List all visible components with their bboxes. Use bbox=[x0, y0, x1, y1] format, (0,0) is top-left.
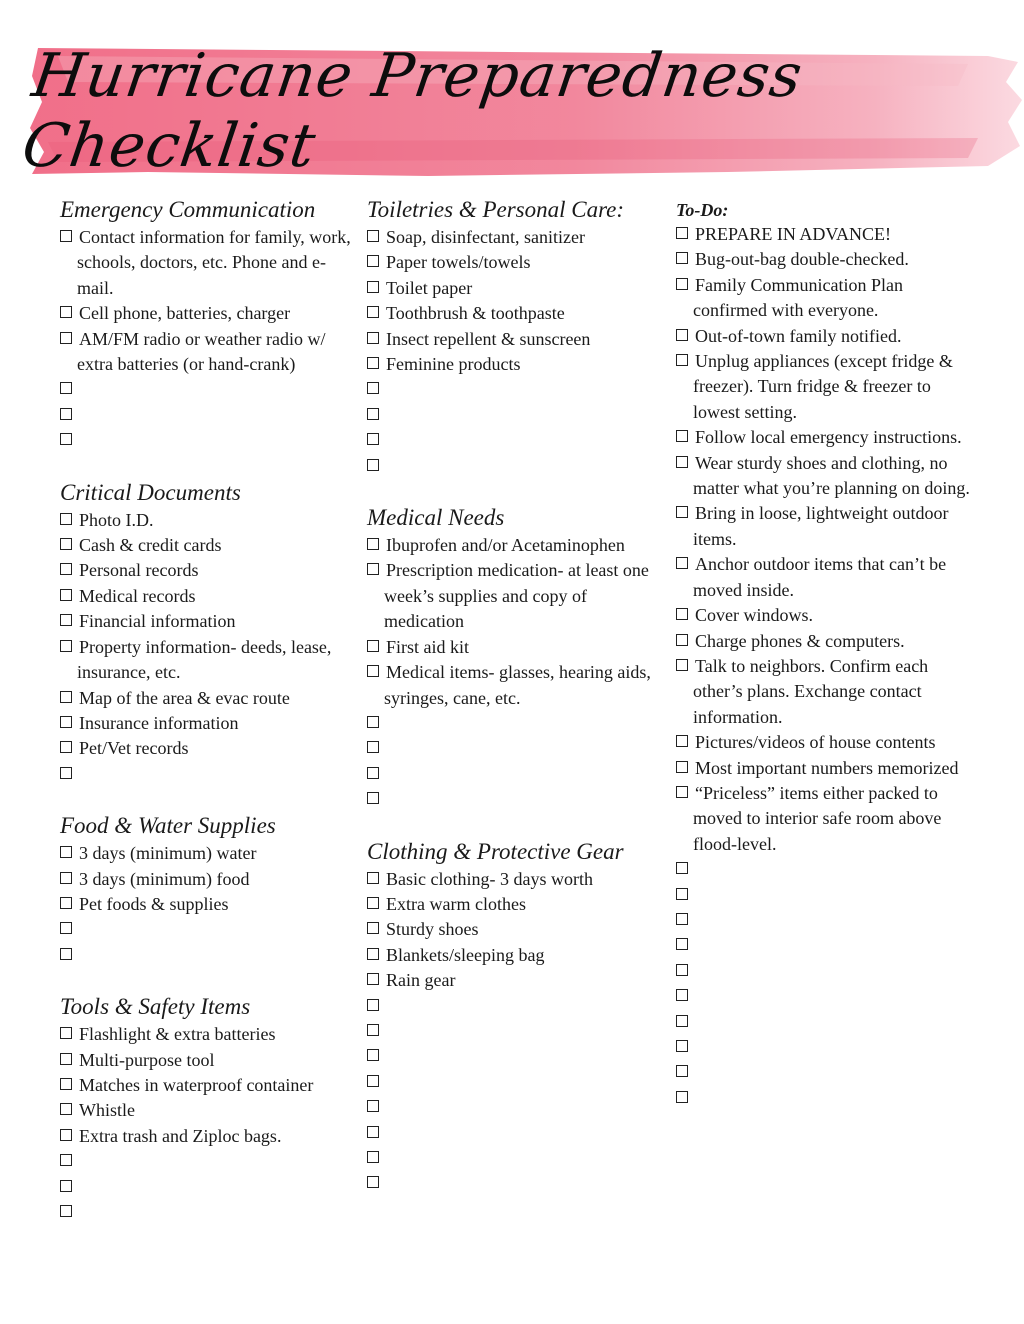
checkbox-icon[interactable] bbox=[676, 1015, 688, 1027]
checklist-item[interactable]: Wear sturdy shoes and clothing, no matter what you’re planning on doing. bbox=[676, 451, 976, 502]
column-1 bbox=[60, 196, 360, 1225]
checkbox-icon[interactable] bbox=[367, 716, 379, 728]
checklist-item[interactable] bbox=[60, 1200, 360, 1225]
checkbox-icon[interactable] bbox=[60, 408, 72, 420]
checkbox-icon[interactable] bbox=[367, 1024, 379, 1036]
checkbox-icon[interactable] bbox=[367, 1075, 379, 1087]
checkbox-icon[interactable] bbox=[367, 767, 379, 779]
checklist-item[interactable]: Multi-purpose tool bbox=[60, 1048, 360, 1073]
checklist-item[interactable] bbox=[676, 984, 976, 1009]
checklist-item[interactable]: Cover windows. bbox=[676, 603, 976, 628]
checkbox-icon[interactable] bbox=[367, 563, 379, 575]
checklist-item[interactable]: Cell phone, batteries, charger bbox=[60, 301, 360, 326]
checkbox-icon[interactable] bbox=[60, 1129, 72, 1141]
checklist-item[interactable]: Map of the area & evac route bbox=[60, 686, 360, 711]
checkbox-icon[interactable] bbox=[60, 589, 72, 601]
checklist-item[interactable]: AM/FM radio or weather radio w/ extra batteries (or hand-crank) bbox=[60, 327, 360, 378]
checklist-item[interactable]: Soap, disinfectant, sanitizer bbox=[367, 225, 667, 250]
checklist-item[interactable]: Extra warm clothes bbox=[367, 892, 667, 917]
checkbox-icon[interactable] bbox=[367, 382, 379, 394]
checklist-item[interactable] bbox=[60, 1149, 360, 1174]
checkbox-icon[interactable] bbox=[60, 767, 72, 779]
checklist-item[interactable]: Blankets/sleeping bag bbox=[367, 943, 667, 968]
section-title: Emergency Communication bbox=[60, 197, 316, 222]
checkbox-icon[interactable] bbox=[676, 506, 688, 518]
checkbox-icon[interactable] bbox=[367, 792, 379, 804]
checkbox-icon[interactable] bbox=[367, 922, 379, 934]
checkbox-icon[interactable] bbox=[676, 608, 688, 620]
checklist-item[interactable] bbox=[676, 857, 976, 882]
section-emergency-communication bbox=[60, 196, 360, 454]
checklist-item[interactable] bbox=[367, 377, 667, 402]
checklist-item[interactable] bbox=[367, 994, 667, 1019]
checklist-item[interactable]: Out-of-town family notified. bbox=[676, 324, 976, 349]
checkbox-icon[interactable] bbox=[367, 741, 379, 753]
checklist-item[interactable]: Photo I.D. bbox=[60, 508, 360, 533]
checkbox-icon[interactable] bbox=[367, 332, 379, 344]
checkbox-icon[interactable] bbox=[676, 252, 688, 264]
checkbox-icon[interactable] bbox=[676, 659, 688, 671]
checkbox-icon[interactable] bbox=[367, 665, 379, 677]
checklist-item[interactable]: Flashlight & extra batteries bbox=[60, 1022, 360, 1047]
checklist-item[interactable] bbox=[676, 1086, 976, 1111]
checkbox-icon[interactable] bbox=[676, 1091, 688, 1103]
checkbox-icon[interactable] bbox=[676, 1040, 688, 1052]
checklist-item[interactable]: Whistle bbox=[60, 1098, 360, 1123]
checklist-item[interactable] bbox=[367, 1019, 667, 1044]
checklist-item[interactable]: Personal records bbox=[60, 558, 360, 583]
checkbox-icon[interactable] bbox=[676, 557, 688, 569]
section-critical-documents bbox=[60, 479, 360, 787]
checklist-item[interactable] bbox=[367, 787, 667, 812]
spacer bbox=[367, 813, 667, 838]
checklist-item[interactable]: Talk to neighbors. Confirm each other’s plans. Exchange contact information. bbox=[676, 654, 976, 730]
checkbox-icon[interactable] bbox=[60, 922, 72, 934]
section-title: Food & Water Supplies bbox=[60, 813, 276, 839]
checklist-item[interactable]: Toothbrush & toothpaste bbox=[367, 301, 667, 326]
checkbox-icon[interactable] bbox=[367, 408, 379, 420]
checkbox-icon[interactable] bbox=[60, 1180, 72, 1192]
checkbox-icon[interactable] bbox=[60, 1027, 72, 1039]
checkbox-icon[interactable] bbox=[60, 846, 72, 858]
checklist-item[interactable] bbox=[367, 736, 667, 761]
checkbox-icon[interactable] bbox=[367, 1100, 379, 1112]
checklist-item[interactable] bbox=[367, 1121, 667, 1146]
checkbox-icon[interactable] bbox=[60, 433, 72, 445]
checkbox-icon[interactable] bbox=[367, 538, 379, 550]
checklist-item[interactable]: Pet/Vet records bbox=[60, 736, 360, 761]
section-title: To-Do: bbox=[676, 200, 729, 220]
section-food-water-supplies bbox=[60, 812, 360, 968]
checkbox-icon[interactable] bbox=[367, 433, 379, 445]
checkbox-icon[interactable] bbox=[676, 735, 688, 747]
checklist-item[interactable]: Bug-out-bag double-checked. bbox=[676, 247, 976, 272]
checklist-item[interactable]: Paper towels/towels bbox=[367, 250, 667, 275]
checkbox-icon[interactable] bbox=[60, 640, 72, 652]
checklist-item[interactable] bbox=[676, 908, 976, 933]
checklist-item[interactable] bbox=[60, 1175, 360, 1200]
checkbox-icon[interactable] bbox=[60, 332, 72, 344]
checkbox-icon[interactable] bbox=[60, 741, 72, 753]
checklist-item[interactable]: Prescription medication- at least one week’s supplies and copy of medication bbox=[367, 558, 667, 634]
checkbox-icon[interactable] bbox=[676, 1065, 688, 1077]
checklist-item[interactable] bbox=[60, 377, 360, 402]
page-title: Hurricane Preparedness Checklist bbox=[18, 41, 808, 181]
checklist-item[interactable] bbox=[60, 428, 360, 453]
checkbox-icon[interactable] bbox=[367, 872, 379, 884]
checklist-item[interactable]: Medical records bbox=[60, 584, 360, 609]
checkbox-icon[interactable] bbox=[367, 230, 379, 242]
checklist-item[interactable]: Family Communication Plan confirmed with everyone. bbox=[676, 273, 976, 324]
checklist-item[interactable] bbox=[676, 959, 976, 984]
checkbox-icon[interactable] bbox=[60, 614, 72, 626]
section-title: Medical Needs bbox=[367, 505, 505, 531]
checkbox-icon[interactable] bbox=[367, 1151, 379, 1163]
checkbox-icon[interactable] bbox=[367, 1049, 379, 1061]
checkbox-icon[interactable] bbox=[367, 357, 379, 369]
checklist-item[interactable] bbox=[676, 1060, 976, 1085]
checkbox-icon[interactable] bbox=[676, 964, 688, 976]
checklist-item[interactable]: Feminine products bbox=[367, 352, 667, 377]
spacer bbox=[367, 479, 667, 504]
checkbox-icon[interactable] bbox=[367, 897, 379, 909]
column-2 bbox=[367, 196, 667, 1197]
checklist-item[interactable] bbox=[367, 711, 667, 736]
checkbox-icon[interactable] bbox=[367, 973, 379, 985]
checklist-item[interactable]: Charge phones & computers. bbox=[676, 629, 976, 654]
section-title: Critical Documents bbox=[60, 479, 241, 505]
checklist-item[interactable]: Ibuprofen and/or Acetaminophen bbox=[367, 533, 667, 558]
section-title: Clothing & Protective Gear bbox=[367, 838, 624, 864]
section-to-do bbox=[676, 196, 976, 1111]
checklist-item[interactable]: First aid kit bbox=[367, 635, 667, 660]
checkbox-icon[interactable] bbox=[367, 948, 379, 960]
checkbox-icon[interactable] bbox=[367, 999, 379, 1011]
checkbox-icon[interactable] bbox=[676, 354, 688, 366]
checklist-item[interactable]: Unplug appliances (except fridge & freezer). Turn fridge & freezer to lowest setting. bbox=[676, 349, 976, 425]
checkbox-icon[interactable] bbox=[60, 1205, 72, 1217]
checkbox-icon[interactable] bbox=[676, 278, 688, 290]
checkbox-icon[interactable] bbox=[367, 281, 379, 293]
checklist-item[interactable]: Anchor outdoor items that can’t be moved inside. bbox=[676, 552, 976, 603]
checkbox-icon[interactable] bbox=[60, 382, 72, 394]
checkbox-icon[interactable] bbox=[367, 306, 379, 318]
title-banner bbox=[18, 41, 1024, 181]
checklist-item[interactable] bbox=[676, 1010, 976, 1035]
section-title: Toiletries & Personal Care: bbox=[367, 197, 625, 222]
checkbox-icon[interactable] bbox=[676, 786, 688, 798]
checklist-item[interactable] bbox=[60, 917, 360, 942]
checkbox-icon[interactable] bbox=[60, 691, 72, 703]
checkbox-icon[interactable] bbox=[676, 634, 688, 646]
checkbox-icon[interactable] bbox=[60, 1053, 72, 1065]
checklist-item[interactable] bbox=[367, 1171, 667, 1196]
checklist-item[interactable] bbox=[367, 762, 667, 787]
section-medical-needs bbox=[367, 504, 667, 812]
checklist-item[interactable] bbox=[60, 943, 360, 968]
checklist-item[interactable] bbox=[676, 933, 976, 958]
checkbox-icon[interactable] bbox=[367, 640, 379, 652]
checklist-item[interactable]: Pet foods & supplies bbox=[60, 892, 360, 917]
checklist-item[interactable] bbox=[367, 1146, 667, 1171]
checklist-item[interactable]: Cash & credit cards bbox=[60, 533, 360, 558]
checklist-item[interactable]: PREPARE IN ADVANCE! bbox=[676, 222, 976, 247]
checkbox-icon[interactable] bbox=[60, 872, 72, 884]
checkbox-icon[interactable] bbox=[367, 1126, 379, 1138]
checklist-item[interactable]: Financial information bbox=[60, 609, 360, 634]
section-toiletries-personal-care bbox=[367, 196, 667, 479]
checklist-item[interactable]: “Priceless” items either packed to moved to interior safe room above flood-level. bbox=[676, 781, 976, 857]
checkbox-icon[interactable] bbox=[676, 913, 688, 925]
checklist-item[interactable]: 3 days (minimum) food bbox=[60, 867, 360, 892]
checkbox-icon[interactable] bbox=[60, 513, 72, 525]
spacer bbox=[60, 454, 360, 479]
checklist-item[interactable]: Insurance information bbox=[60, 711, 360, 736]
checklist-item[interactable]: Most important numbers memorized bbox=[676, 756, 976, 781]
checklist-item[interactable] bbox=[676, 1035, 976, 1060]
checklist-item[interactable]: Contact information for family, work, schools, doctors, etc. Phone and e-mail. bbox=[60, 225, 360, 301]
checklist-item[interactable] bbox=[367, 428, 667, 453]
checklist-item[interactable] bbox=[367, 1070, 667, 1095]
checklist-item[interactable]: Follow local emergency instructions. bbox=[676, 425, 976, 450]
checklist-item[interactable] bbox=[367, 1095, 667, 1120]
checkbox-icon[interactable] bbox=[60, 716, 72, 728]
checklist-item[interactable]: Property information- deeds, lease, insurance, etc. bbox=[60, 635, 360, 686]
checkbox-icon[interactable] bbox=[676, 989, 688, 1001]
checklist-item[interactable]: Pictures/videos of house contents bbox=[676, 730, 976, 755]
checklist-item[interactable] bbox=[367, 454, 667, 479]
spacer bbox=[60, 787, 360, 812]
checkbox-icon[interactable] bbox=[676, 329, 688, 341]
checkbox-icon[interactable] bbox=[676, 888, 688, 900]
checklist-item[interactable]: Matches in waterproof container bbox=[60, 1073, 360, 1098]
checkbox-icon[interactable] bbox=[60, 897, 72, 909]
checklist-item[interactable]: Toilet paper bbox=[367, 276, 667, 301]
checkbox-icon[interactable] bbox=[676, 761, 688, 773]
column-3 bbox=[676, 196, 976, 1111]
checkbox-icon[interactable] bbox=[676, 456, 688, 468]
checkbox-icon[interactable] bbox=[367, 459, 379, 471]
checklist-item[interactable]: Basic clothing- 3 days worth bbox=[367, 867, 667, 892]
checkbox-icon[interactable] bbox=[60, 948, 72, 960]
checklist-item[interactable]: Bring in loose, lightweight outdoor items. bbox=[676, 501, 976, 552]
checkbox-icon[interactable] bbox=[60, 306, 72, 318]
checkbox-icon[interactable] bbox=[676, 227, 688, 239]
checklist-item[interactable]: Medical items- glasses, hearing aids, syringes, cane, etc. bbox=[367, 660, 667, 711]
checkbox-icon[interactable] bbox=[60, 230, 72, 242]
spacer bbox=[60, 968, 360, 993]
checklist-item[interactable] bbox=[676, 883, 976, 908]
checkbox-icon[interactable] bbox=[367, 255, 379, 267]
checkbox-icon[interactable] bbox=[60, 1103, 72, 1115]
checkbox-icon[interactable] bbox=[60, 563, 72, 575]
checklist-item[interactable] bbox=[367, 403, 667, 428]
section-tools-safety-items bbox=[60, 993, 360, 1225]
checkbox-icon[interactable] bbox=[676, 938, 688, 950]
section-clothing-protective-gear bbox=[367, 838, 667, 1197]
checkbox-icon[interactable] bbox=[367, 1176, 379, 1188]
checklist-item[interactable] bbox=[60, 762, 360, 787]
checklist-item[interactable]: Sturdy shoes bbox=[367, 917, 667, 942]
checkbox-icon[interactable] bbox=[60, 538, 72, 550]
checklist-item[interactable]: Extra trash and Ziploc bags. bbox=[60, 1124, 360, 1149]
checkbox-icon[interactable] bbox=[60, 1154, 72, 1166]
checklist-item[interactable]: Rain gear bbox=[367, 968, 667, 993]
checklist-item[interactable] bbox=[60, 403, 360, 428]
checkbox-icon[interactable] bbox=[676, 862, 688, 874]
checklist-item[interactable]: 3 days (minimum) water bbox=[60, 841, 360, 866]
section-title: Tools & Safety Items bbox=[60, 994, 251, 1020]
checkbox-icon[interactable] bbox=[676, 430, 688, 442]
checklist-item[interactable]: Insect repellent & sunscreen bbox=[367, 327, 667, 352]
checklist-item[interactable] bbox=[367, 1044, 667, 1069]
checkbox-icon[interactable] bbox=[60, 1078, 72, 1090]
